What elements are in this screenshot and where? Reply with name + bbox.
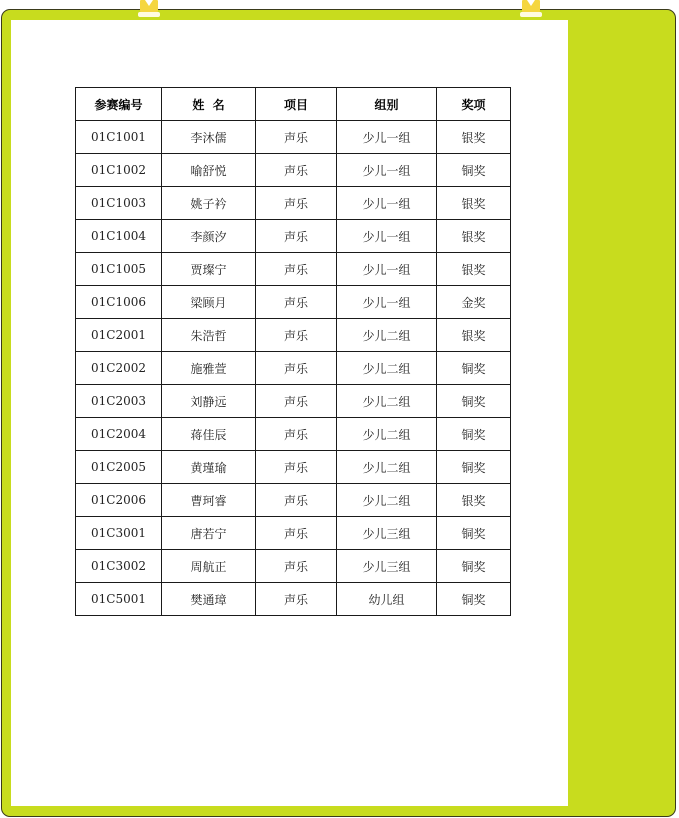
table-row — [76, 187, 511, 220]
group-cell: 少儿一组 — [337, 187, 437, 220]
event-cell: 声乐 — [256, 583, 337, 616]
table-row — [76, 451, 511, 484]
award-cell: 银奖 — [437, 484, 511, 517]
table-row — [76, 550, 511, 583]
event-cell: 声乐 — [256, 385, 337, 418]
event-cell: 声乐 — [256, 550, 337, 583]
document-page — [11, 20, 568, 806]
group-cell: 少儿一组 — [337, 220, 437, 253]
event-cell: 声乐 — [256, 352, 337, 385]
award-cell: 银奖 — [437, 121, 511, 154]
event-cell: 声乐 — [256, 451, 337, 484]
event-cell: 声乐 — [256, 319, 337, 352]
award-cell: 铜奖 — [437, 550, 511, 583]
award-cell: 金奖 — [437, 286, 511, 319]
name-cell: 唐若宁 — [162, 517, 256, 550]
award-cell: 铜奖 — [437, 517, 511, 550]
award-cell: 铜奖 — [437, 352, 511, 385]
name-cell: 蒋佳辰 — [162, 418, 256, 451]
entry-number-cell: 01C2001 — [76, 319, 162, 352]
award-cell: 银奖 — [437, 187, 511, 220]
header-entry-number: 参赛编号 — [76, 88, 162, 121]
table-row — [76, 121, 511, 154]
table-row — [76, 385, 511, 418]
award-cell: 铜奖 — [437, 154, 511, 187]
entry-number-cell: 01C5001 — [76, 583, 162, 616]
award-cell: 银奖 — [437, 253, 511, 286]
group-cell: 少儿二组 — [337, 319, 437, 352]
entry-number-cell: 01C1001 — [76, 121, 162, 154]
name-cell: 曹珂睿 — [162, 484, 256, 517]
event-cell: 声乐 — [256, 220, 337, 253]
name-cell: 梁顾月 — [162, 286, 256, 319]
group-cell: 少儿二组 — [337, 418, 437, 451]
award-cell: 银奖 — [437, 220, 511, 253]
entry-number-cell: 01C1004 — [76, 220, 162, 253]
name-cell: 施雅萱 — [162, 352, 256, 385]
event-cell: 声乐 — [256, 121, 337, 154]
event-cell: 声乐 — [256, 253, 337, 286]
entry-number-cell: 01C1005 — [76, 253, 162, 286]
name-cell: 贾璨宁 — [162, 253, 256, 286]
group-cell: 少儿一组 — [337, 253, 437, 286]
name-cell: 周航正 — [162, 550, 256, 583]
award-table — [75, 87, 511, 616]
event-cell: 声乐 — [256, 484, 337, 517]
event-cell: 声乐 — [256, 517, 337, 550]
entry-number-cell: 01C3002 — [76, 550, 162, 583]
entry-number-cell: 01C2003 — [76, 385, 162, 418]
name-cell: 李沐儒 — [162, 121, 256, 154]
entry-number-cell: 01C1003 — [76, 187, 162, 220]
name-cell: 喻舒悦 — [162, 154, 256, 187]
entry-number-cell: 01C2004 — [76, 418, 162, 451]
name-cell: 樊通璋 — [162, 583, 256, 616]
event-cell: 声乐 — [256, 286, 337, 319]
award-cell: 铜奖 — [437, 385, 511, 418]
entry-number-cell: 01C2006 — [76, 484, 162, 517]
table-row — [76, 253, 511, 286]
award-cell: 铜奖 — [437, 451, 511, 484]
group-cell: 少儿三组 — [337, 517, 437, 550]
header-name: 姓 名 — [162, 88, 256, 121]
table-row — [76, 418, 511, 451]
group-cell: 少儿一组 — [337, 154, 437, 187]
group-cell: 少儿二组 — [337, 484, 437, 517]
name-cell: 刘静远 — [162, 385, 256, 418]
group-cell: 少儿一组 — [337, 121, 437, 154]
entry-number-cell: 01C2002 — [76, 352, 162, 385]
event-cell: 声乐 — [256, 154, 337, 187]
table-row — [76, 286, 511, 319]
binder-clip-right-icon — [520, 0, 542, 18]
name-cell: 朱浩哲 — [162, 319, 256, 352]
award-cell: 铜奖 — [437, 583, 511, 616]
table-header-row — [76, 88, 511, 121]
name-cell: 黄瑾瑜 — [162, 451, 256, 484]
header-event: 项目 — [256, 88, 337, 121]
group-cell: 少儿二组 — [337, 451, 437, 484]
award-cell: 铜奖 — [437, 418, 511, 451]
table-row — [76, 220, 511, 253]
header-award: 奖项 — [437, 88, 511, 121]
table-row — [76, 319, 511, 352]
table-row — [76, 352, 511, 385]
table-row — [76, 484, 511, 517]
table-row — [76, 583, 511, 616]
award-cell: 银奖 — [437, 319, 511, 352]
entry-number-cell: 01C2005 — [76, 451, 162, 484]
group-cell: 少儿二组 — [337, 352, 437, 385]
group-cell: 少儿一组 — [337, 286, 437, 319]
binder-clip-left-icon — [138, 0, 160, 18]
name-cell: 李颜汐 — [162, 220, 256, 253]
table-row — [76, 154, 511, 187]
header-group: 组别 — [337, 88, 437, 121]
table-row — [76, 517, 511, 550]
entry-number-cell: 01C1006 — [76, 286, 162, 319]
table-body — [76, 121, 511, 616]
group-cell: 幼儿组 — [337, 583, 437, 616]
event-cell: 声乐 — [256, 418, 337, 451]
entry-number-cell: 01C1002 — [76, 154, 162, 187]
group-cell: 少儿三组 — [337, 550, 437, 583]
entry-number-cell: 01C3001 — [76, 517, 162, 550]
event-cell: 声乐 — [256, 187, 337, 220]
group-cell: 少儿二组 — [337, 385, 437, 418]
name-cell: 姚子衿 — [162, 187, 256, 220]
